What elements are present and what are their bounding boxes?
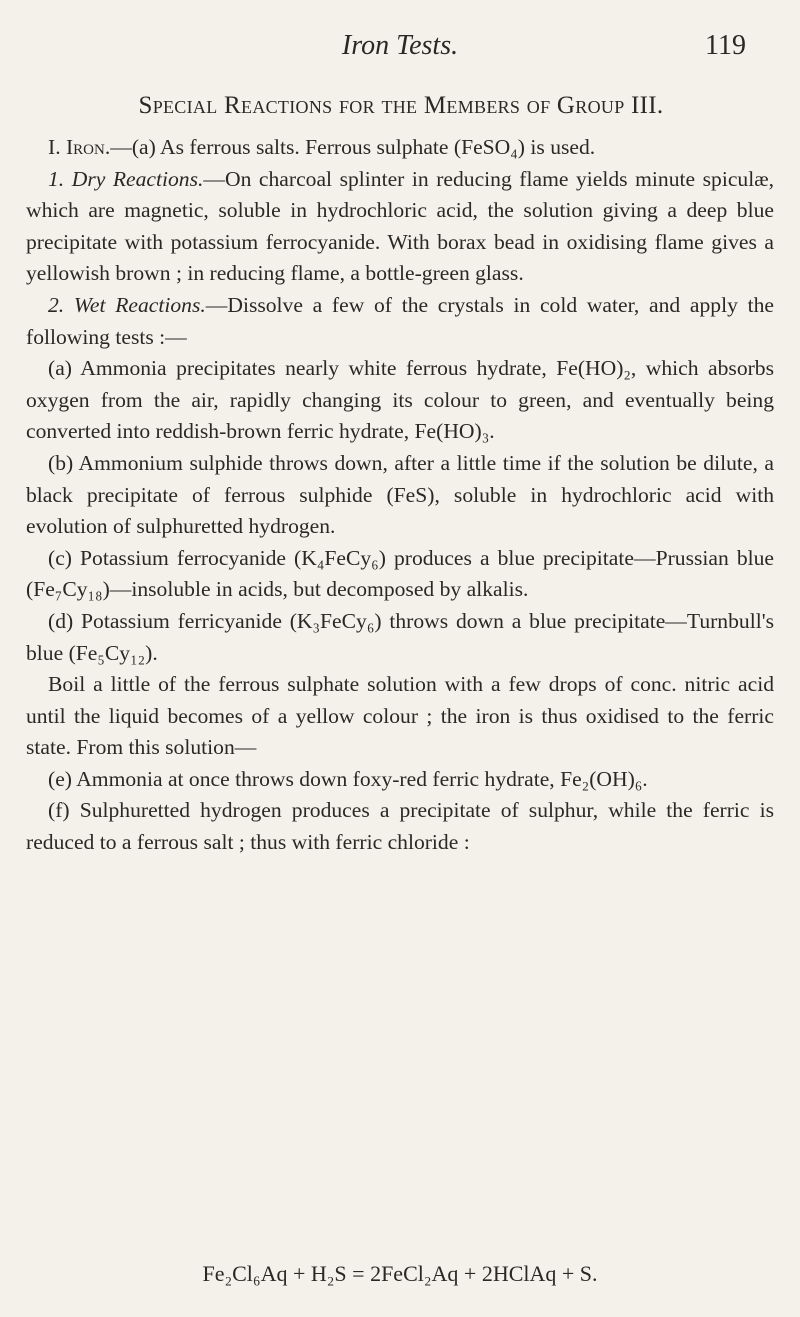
paragraph-test-c xyxy=(26,543,774,606)
paragraph-text: Ammonia at once throws down foxy-red ferric hydrate, Fe₂(OH)₆. xyxy=(76,766,648,791)
paragraph-text: —(a) As ferrous salts. Ferrous sulphate (FeSO₄) is used. xyxy=(110,135,596,159)
paragraph-lead: 1. Dry Reactions. xyxy=(48,166,204,191)
paragraph-dry-reactions xyxy=(26,164,774,290)
paragraph-lead: (a) xyxy=(48,356,72,381)
paragraph-text: Ammonia precipitates nearly white ferrous hydrate, Fe(HO)₂, which absorbs oxygen from the air, rapidly changing its colour to green, and eventually being converted into reddish-brown ferric hydrate, Fe(HO)₃. xyxy=(26,356,775,444)
chemical-equation: Fe₂Cl₆Aq + H₂S = 2FeCl₂Aq + 2HClAq + S. xyxy=(202,1261,598,1286)
running-head xyxy=(0,30,800,70)
body-text xyxy=(26,132,774,859)
paragraph-wet-reactions xyxy=(26,290,774,353)
paragraph-lead: (e) xyxy=(48,766,72,791)
paragraph-test-b xyxy=(26,448,774,543)
paragraph-oxidation xyxy=(26,669,774,764)
paragraph-test-f xyxy=(26,795,774,858)
page-number: 119 xyxy=(705,30,746,61)
paragraph-text: Boil a little of the ferrous sulphate solution with a few drops of conc. nitric acid until the liquid becomes of a yellow colour ; the iron is thus oxidised to the ferric state. From this solution— xyxy=(26,672,774,760)
paragraph-lead: (c) xyxy=(48,545,72,570)
running-head-title: Iron Tests. xyxy=(341,30,459,61)
paragraph-lead: 2. Wet Reactions. xyxy=(48,292,206,317)
section-heading: Special Reactions for the Members of Group III. xyxy=(138,92,664,119)
paragraph-lead: (f) xyxy=(48,798,70,823)
paragraph-text: Sulphuretted hydrogen produces a precipitate of sulphur, while the ferric is reduced to a ferrous salt ; thus with ferric chloride : xyxy=(26,798,774,855)
paragraph-lead: (b) xyxy=(48,450,74,475)
paragraph-text: Ammonium sulphide throws down, after a little time if the solution be dilute, a black precipitate of ferrous sulphide (FeS), soluble in hydrochloric acid with evolution of sulphuretted hydrogen. xyxy=(26,450,774,539)
paragraph-test-e xyxy=(26,764,774,796)
paragraph-lead: (d) xyxy=(48,608,74,633)
paragraph-test-d xyxy=(26,606,774,669)
paragraph-lead: I. Iron. xyxy=(48,135,111,159)
paragraph-text: —Dissolve a few of the crystals in cold water, and apply the following tests :— xyxy=(26,292,774,349)
paragraph-text: —On charcoal splinter in reducing flame yields minute spiculæ, which are magnetic, soluble in hydrochloric acid, the solution giving a deep blue precipitate with potassium ferrocyanide. With borax bead in oxidising flame gives a yellowish brown ; in reducing flame, a bottle-green glass. xyxy=(26,166,775,286)
paragraph-test-a xyxy=(26,353,774,448)
paragraph-iron-intro xyxy=(26,132,774,164)
paragraph-text: Potassium ferrocyanide (K₄FeCy₆) produces a blue precipitate—Prussian blue (Fe₇Cy₁₈)—insoluble in acids, but decomposed by alkalis. xyxy=(26,545,774,602)
paragraph-text: Potassium ferricyanide (K₃FeCy₆) throws down a blue precipitate—Turnbull's blue (Fe₅Cy₁₂). xyxy=(26,608,774,665)
